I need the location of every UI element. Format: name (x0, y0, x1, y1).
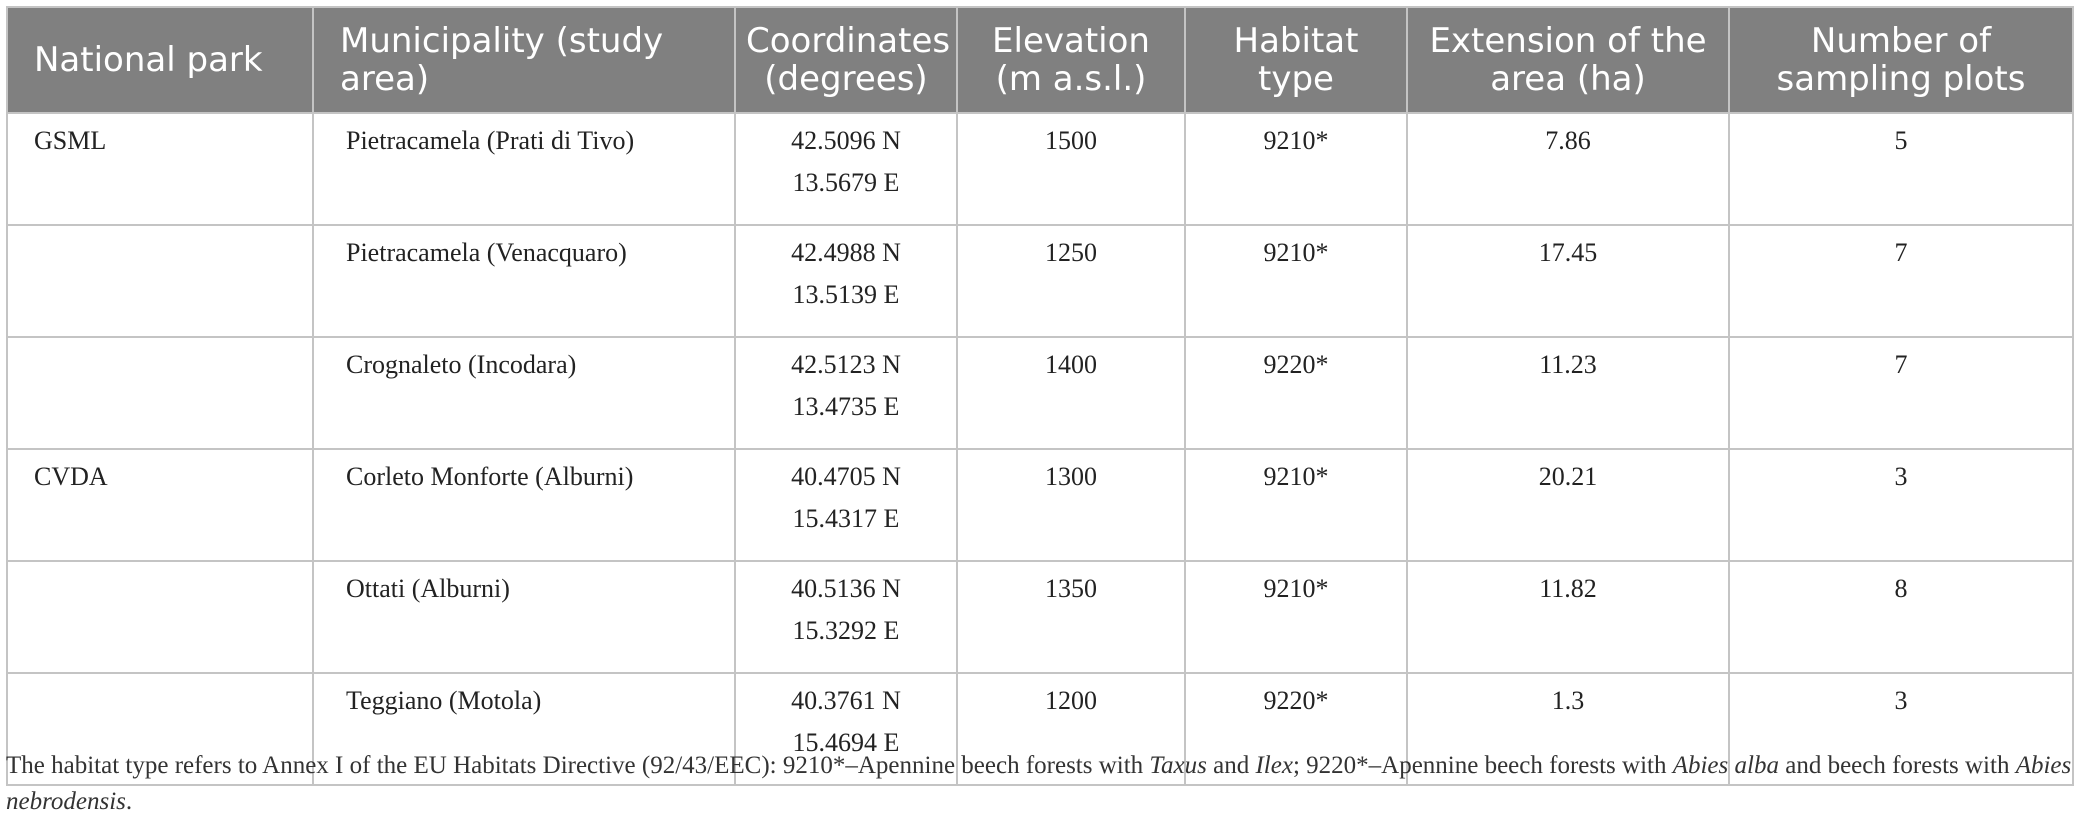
table-row (7, 113, 2073, 225)
footnote-text: . (125, 788, 133, 815)
cell-habitat-type: 9220* (1185, 337, 1407, 449)
cell-sampling-plots: 5 (1729, 113, 2073, 225)
longitude-value: 13.5679 E (792, 168, 900, 197)
table-footnote (6, 748, 2072, 820)
longitude-value: 15.4317 E (792, 504, 900, 533)
cell-municipality: Crognaleto (Incodara) (313, 337, 735, 449)
cell-habitat-type: 9210* (1185, 225, 1407, 337)
cell-extension: 11.23 (1407, 337, 1729, 449)
cell-coordinates (735, 337, 957, 449)
cell-coordinates (735, 113, 957, 225)
latitude-value: 42.5096 N (791, 126, 901, 155)
header-municipality: Municipality (study area) (313, 7, 735, 113)
longitude-value: 13.4735 E (792, 392, 900, 421)
cell-habitat-type: 9220* (1185, 673, 1407, 785)
cell-extension: 11.82 (1407, 561, 1729, 673)
table-row (7, 337, 2073, 449)
cell-sampling-plots: 8 (1729, 561, 2073, 673)
table-row (7, 449, 2073, 561)
footnote-text: and (1206, 752, 1256, 779)
table-row (7, 225, 2073, 337)
cell-elevation: 1200 (957, 673, 1185, 785)
cell-municipality: Pietracamela (Prati di Tivo) (313, 113, 735, 225)
header-habitat-type: Habitat type (1185, 7, 1407, 113)
header-national-park: National park (7, 7, 313, 113)
cell-coordinates (735, 225, 957, 337)
footnote-italic-abies-alba: Abies alba (1672, 752, 1779, 779)
header-row (7, 7, 2073, 113)
cell-elevation: 1300 (957, 449, 1185, 561)
longitude-value: 15.4694 E (792, 728, 900, 757)
cell-elevation: 1250 (957, 225, 1185, 337)
cell-habitat-type: 9210* (1185, 561, 1407, 673)
longitude-value: 15.3292 E (792, 616, 900, 645)
cell-elevation: 1500 (957, 113, 1185, 225)
cell-coordinates (735, 561, 957, 673)
cell-sampling-plots: 3 (1729, 673, 2073, 785)
footnote-italic-abies-nebrodensis: Abies nebrodensis (6, 752, 2072, 815)
header-elevation: Elevation (m a.s.l.) (957, 7, 1185, 113)
cell-habitat-type: 9210* (1185, 449, 1407, 561)
footnote-text: and beech forests with (1778, 752, 2016, 779)
header-sampling-plots: Number of sampling plots (1729, 7, 2073, 113)
data-table-container (6, 6, 2072, 786)
latitude-value: 42.4988 N (791, 238, 901, 267)
cell-municipality: Teggiano (Motola) (313, 673, 735, 785)
cell-habitat-type: 9210* (1185, 113, 1407, 225)
cell-national-park (7, 225, 313, 337)
table-body (7, 113, 2073, 785)
latitude-value: 42.5123 N (791, 350, 901, 379)
latitude-value: 40.4705 N (791, 462, 901, 491)
cell-elevation: 1400 (957, 337, 1185, 449)
cell-national-park (7, 337, 313, 449)
cell-extension: 17.45 (1407, 225, 1729, 337)
cell-sampling-plots: 3 (1729, 449, 2073, 561)
longitude-value: 13.5139 E (792, 280, 900, 309)
data-table (6, 6, 2074, 786)
cell-extension: 1.3 (1407, 673, 1729, 785)
header-coordinates: Coordinates (degrees) (735, 7, 957, 113)
latitude-value: 40.3761 N (791, 686, 901, 715)
footnote-italic-taxus: Taxus (1149, 752, 1207, 779)
cell-elevation: 1350 (957, 561, 1185, 673)
cell-coordinates (735, 449, 957, 561)
cell-national-park: CVDA (7, 449, 313, 561)
table-header (7, 7, 2073, 113)
cell-sampling-plots: 7 (1729, 225, 2073, 337)
footnote-text: ; 9220*–Apennine beech forests with (1292, 752, 1673, 779)
cell-municipality: Pietracamela (Venacquaro) (313, 225, 735, 337)
cell-sampling-plots: 7 (1729, 337, 2073, 449)
cell-extension: 7.86 (1407, 113, 1729, 225)
cell-extension: 20.21 (1407, 449, 1729, 561)
header-extension: Extension of the area (ha) (1407, 7, 1729, 113)
footnote-italic-ilex: Ilex (1255, 752, 1293, 779)
table-row (7, 561, 2073, 673)
cell-national-park: GSML (7, 113, 313, 225)
cell-municipality: Corleto Monforte (Alburni) (313, 449, 735, 561)
footnote-text: The habitat type refers to Annex I of the EU Habitats Directive (92/43/EEC): 9210*–Apennine beech forests with (6, 752, 1150, 779)
cell-national-park (7, 561, 313, 673)
cell-municipality: Ottati (Alburni) (313, 561, 735, 673)
latitude-value: 40.5136 N (791, 574, 901, 603)
